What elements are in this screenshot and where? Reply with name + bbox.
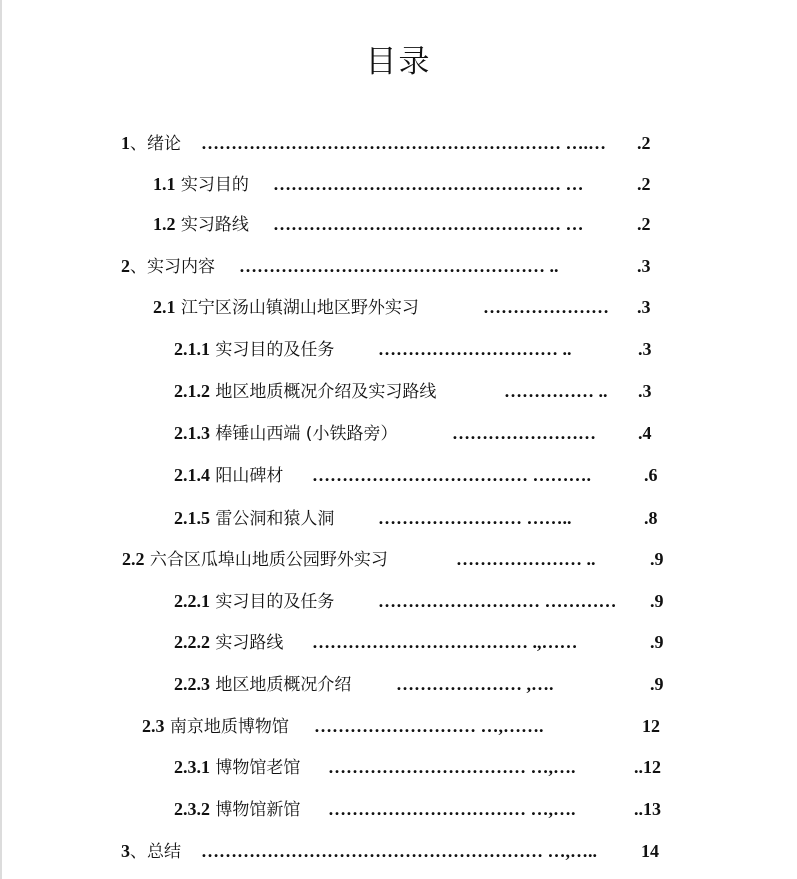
toc-leader: …………………………… …,…. (328, 757, 576, 777)
page-title: 目录 (365, 44, 432, 80)
toc-number: 2.1.5 (174, 508, 210, 528)
toc-entry-2[interactable] (121, 251, 661, 281)
toc-label: 地区地质概况介绍 (215, 675, 352, 695)
toc-number: 2 (121, 256, 130, 276)
toc-label: 实习路线 (180, 215, 249, 235)
toc-entry-2-2-2[interactable] (174, 627, 664, 657)
toc-label: 六合区瓜埠山地质公园野外实习 (149, 550, 388, 570)
toc-leader: …………………………… …,…. (328, 799, 576, 819)
toc-leader: ……………………… …,……. (314, 716, 544, 736)
toc-leader: ………………… .. (456, 549, 596, 569)
toc-entry-2-2-3[interactable] (174, 669, 664, 699)
toc-label: 实习目的及任务 (215, 592, 335, 612)
toc-page: .2 (637, 174, 651, 194)
toc-label: 雷公洞和猿人洞 (215, 509, 335, 529)
toc-page: 12 (642, 716, 660, 736)
toc-entry-2-1-4[interactable] (174, 460, 664, 490)
toc-leader: ………………………………………… … (273, 174, 584, 194)
toc-number: 1.2 (153, 214, 176, 234)
toc-entry-1-1[interactable] (153, 169, 663, 199)
toc-label: 江宁区汤山镇湖山地区野外实习 (180, 298, 419, 318)
toc-page: .9 (650, 549, 664, 569)
toc-number: 2.2 (122, 549, 145, 569)
toc-page: ..13 (634, 799, 661, 819)
toc-label: 实习目的及任务 (215, 340, 335, 360)
toc-leader: …………… .. (504, 381, 608, 401)
toc-number: 2.1.2 (174, 381, 210, 401)
toc-page: ..12 (634, 757, 661, 777)
toc-leader: ……………………… ………… (378, 591, 617, 611)
toc-number: 2.2.1 (174, 591, 210, 611)
toc-entry-1[interactable] (121, 128, 661, 158)
toc-entry-2-1[interactable] (153, 292, 663, 322)
toc-number: 2.2.3 (174, 674, 210, 694)
toc-leader: ………………………………………… … (273, 214, 584, 234)
toc-page: .3 (637, 256, 651, 276)
toc-separator: 、 (130, 842, 147, 862)
page-edge (0, 0, 2, 879)
toc-number: 2.2.2 (174, 632, 210, 652)
toc-entry-2-2-1[interactable] (174, 586, 664, 616)
toc-number: 3 (121, 841, 130, 861)
toc-leader: ………………… (483, 297, 609, 317)
toc-label: 地区地质概况介绍及实习路线 (215, 382, 437, 402)
toc-page: .6 (644, 465, 658, 485)
toc-label: 实习目的 (180, 175, 249, 195)
toc-number: 1.1 (153, 174, 176, 194)
toc-leader: ……………………………… ………. (312, 465, 591, 485)
toc-label: 阳山碑材 (215, 466, 284, 486)
toc-leader: ………………………………………………… …,….. (201, 841, 597, 861)
toc-number: 2.3.2 (174, 799, 210, 819)
toc-entry-1-2[interactable] (153, 209, 663, 239)
toc-page: 14 (641, 841, 659, 861)
toc-number: 1 (121, 133, 130, 153)
toc-page: .3 (638, 381, 652, 401)
toc-leader: …………………… …….. (378, 508, 572, 528)
toc-page: .9 (650, 591, 664, 611)
toc-leader: …………………… (452, 423, 596, 443)
toc-number: 2.3.1 (174, 757, 210, 777)
toc-label: 实习内容 (147, 257, 215, 277)
toc-leader: …………………………………………………… ….… (201, 133, 606, 153)
toc-label: 总结 (147, 842, 181, 862)
toc-leader: ………………… ,…. (396, 674, 554, 694)
toc-label: 南京地质博物馆 (169, 717, 289, 737)
toc-entry-2-3-2[interactable] (174, 794, 667, 824)
toc-label: 博物馆老馆 (215, 758, 301, 778)
toc-entry-2-1-1[interactable] (174, 334, 664, 364)
toc-page: .3 (638, 339, 652, 359)
toc-number: 2.3 (142, 716, 165, 736)
toc-entry-3[interactable] (121, 836, 667, 866)
toc-leader: ………………………… .. (378, 339, 572, 359)
toc-separator: 、 (130, 257, 147, 277)
toc-leader: …………………………………………… .. (239, 256, 559, 276)
toc-page: .9 (650, 632, 664, 652)
toc-page: .3 (637, 297, 651, 317)
toc-page: .2 (637, 214, 651, 234)
toc-page: .2 (637, 133, 651, 153)
toc-number: 2.1.3 (174, 423, 210, 443)
toc-label: 棒锤山西端 (小铁路旁） (215, 424, 398, 444)
toc-leader: ……………………………… .,…… (312, 632, 578, 652)
toc-entry-2-1-5[interactable] (174, 503, 664, 533)
toc-page: .9 (650, 674, 664, 694)
toc-label: 绪论 (147, 134, 181, 154)
toc-entry-2-1-3[interactable] (174, 418, 664, 448)
toc-label: 实习路线 (215, 633, 284, 653)
toc-entry-2-2[interactable] (122, 544, 667, 574)
toc-number: 2.1.4 (174, 465, 210, 485)
toc-entry-2-3-1[interactable] (174, 752, 667, 782)
toc-separator: 、 (130, 134, 147, 154)
toc-number: 2.1.1 (174, 339, 210, 359)
toc-entry-2-3[interactable] (142, 711, 667, 741)
toc-label: 博物馆新馆 (215, 800, 301, 820)
toc-page: .4 (638, 423, 652, 443)
toc-number: 2.1 (153, 297, 176, 317)
toc-page: .8 (644, 508, 658, 528)
toc-entry-2-1-2[interactable] (174, 376, 664, 406)
